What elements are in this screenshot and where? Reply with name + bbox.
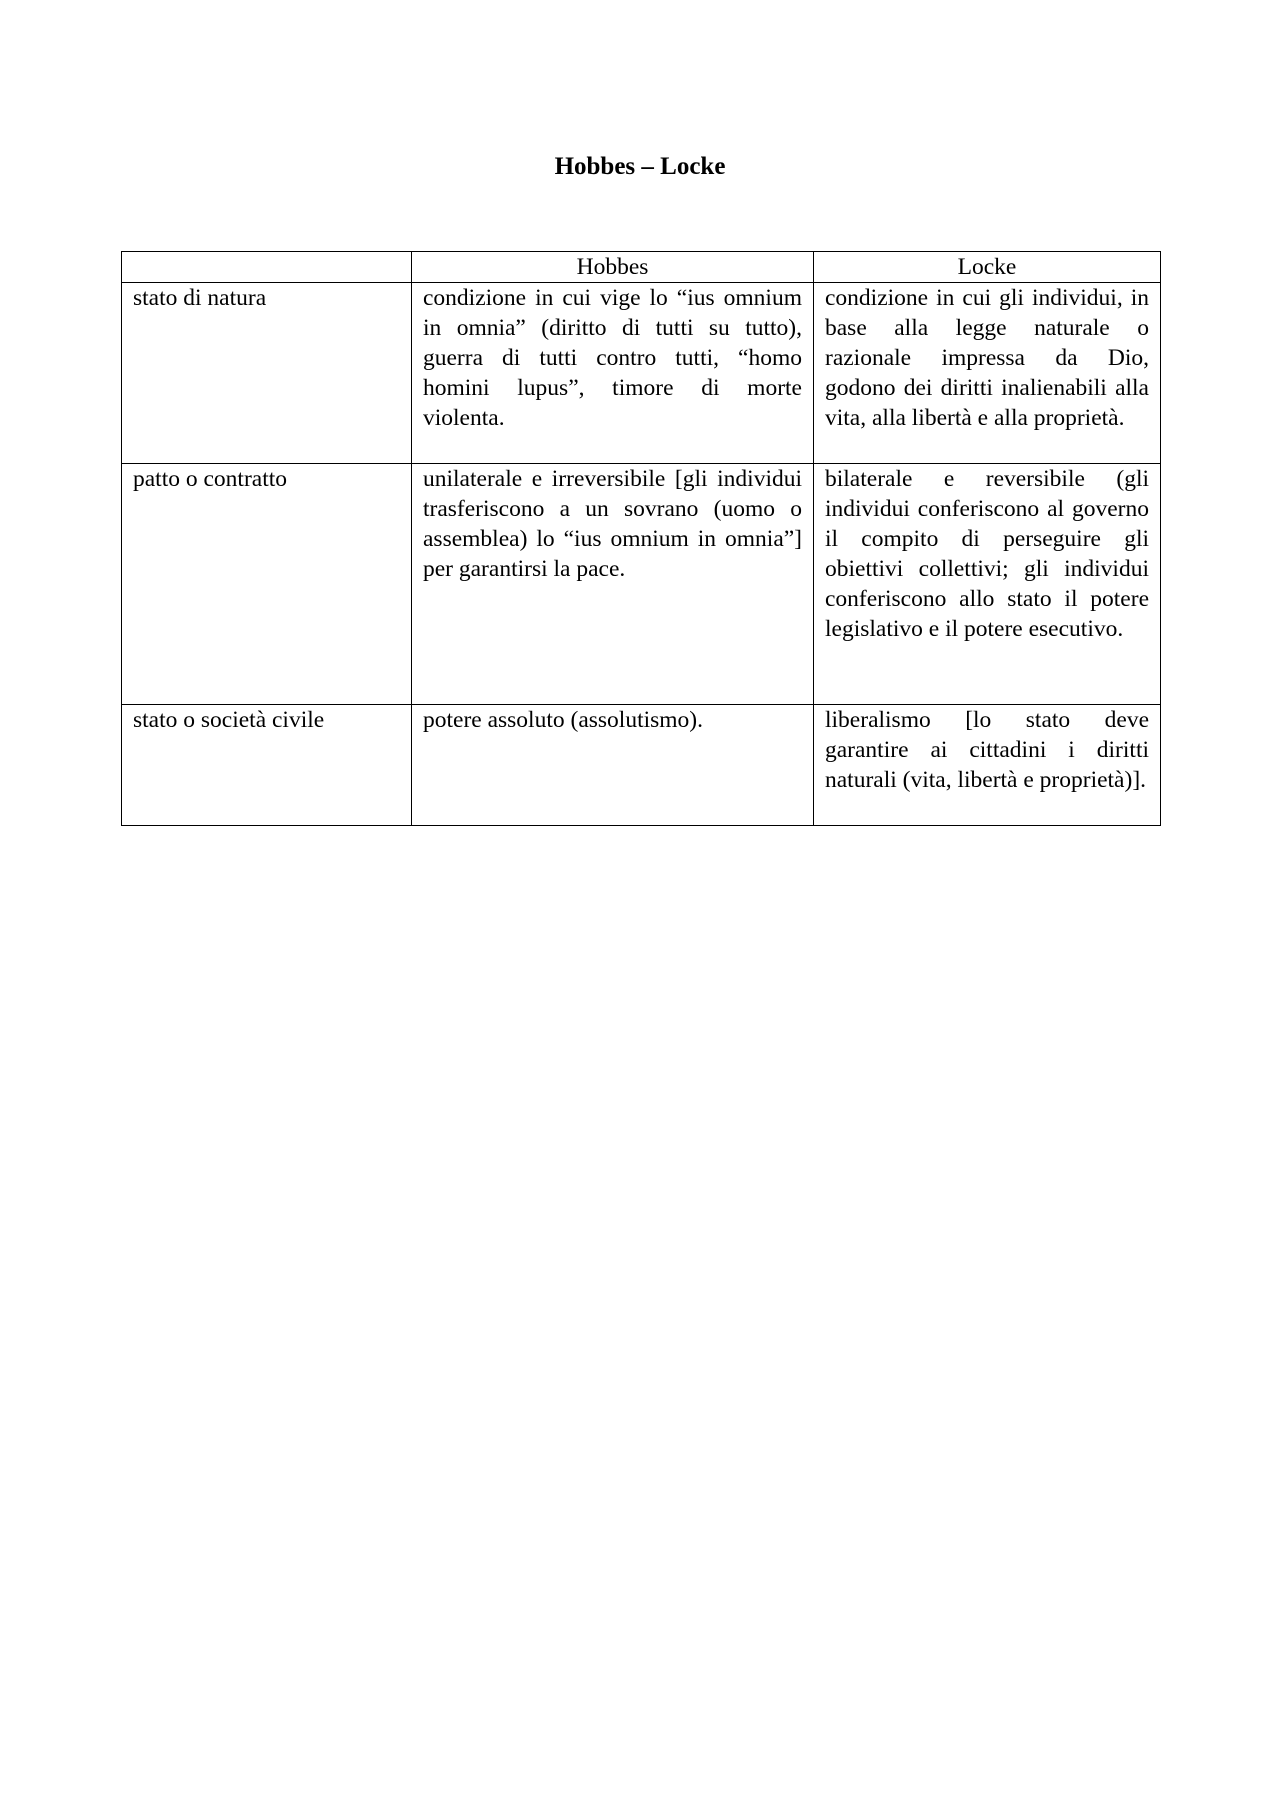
page-title: Hobbes – Locke — [554, 153, 726, 180]
row-label-patto: patto o contratto — [122, 464, 412, 705]
hobbes-cell-stato-di-natura: condizione in cui vige lo “ius omnium in omnia” (diritto di tutti su tutto), guerra di tutti contro tutti, “homo homini lupus”, timore di morte violenta. — [412, 283, 814, 464]
header-cell-topic — [122, 252, 412, 283]
locke-cell-stato-di-natura: condizione in cui gli individui, in base alla legge naturale o razionale impressa da Dio, godono dei diritti inalienabili alla vita, alla libertà e alla proprietà. — [814, 283, 1161, 464]
hobbes-cell-stato-civile: potere assoluto (assolutismo). — [412, 705, 814, 826]
header-cell-locke: Locke — [814, 252, 1161, 283]
table-header-row — [122, 252, 1161, 283]
comparison-table — [121, 251, 1161, 826]
locke-cell-stato-civile: liberalismo [lo stato deve garantire ai cittadini i diritti naturali (vita, libertà e proprietà)]. — [814, 705, 1161, 826]
hobbes-cell-patto: unilaterale e irreversibile [gli individui trasferiscono a un sovrano (uomo o assemblea) lo “ius omnium in omnia”] per garantirsi la pace. — [412, 464, 814, 705]
locke-cell-patto: bilaterale e reversibile (gli individui conferiscono al governo il compito di perseguire gli obiettivi collettivi; gli individui conferiscono allo stato il potere legislativo e il potere esecutivo. — [814, 464, 1161, 705]
header-cell-hobbes: Hobbes — [412, 252, 814, 283]
row-label-stato-di-natura: stato di natura — [122, 283, 412, 464]
table-row — [122, 283, 1161, 464]
row-label-stato-civile: stato o società civile — [122, 705, 412, 826]
table-row — [122, 464, 1161, 705]
table-row — [122, 705, 1161, 826]
